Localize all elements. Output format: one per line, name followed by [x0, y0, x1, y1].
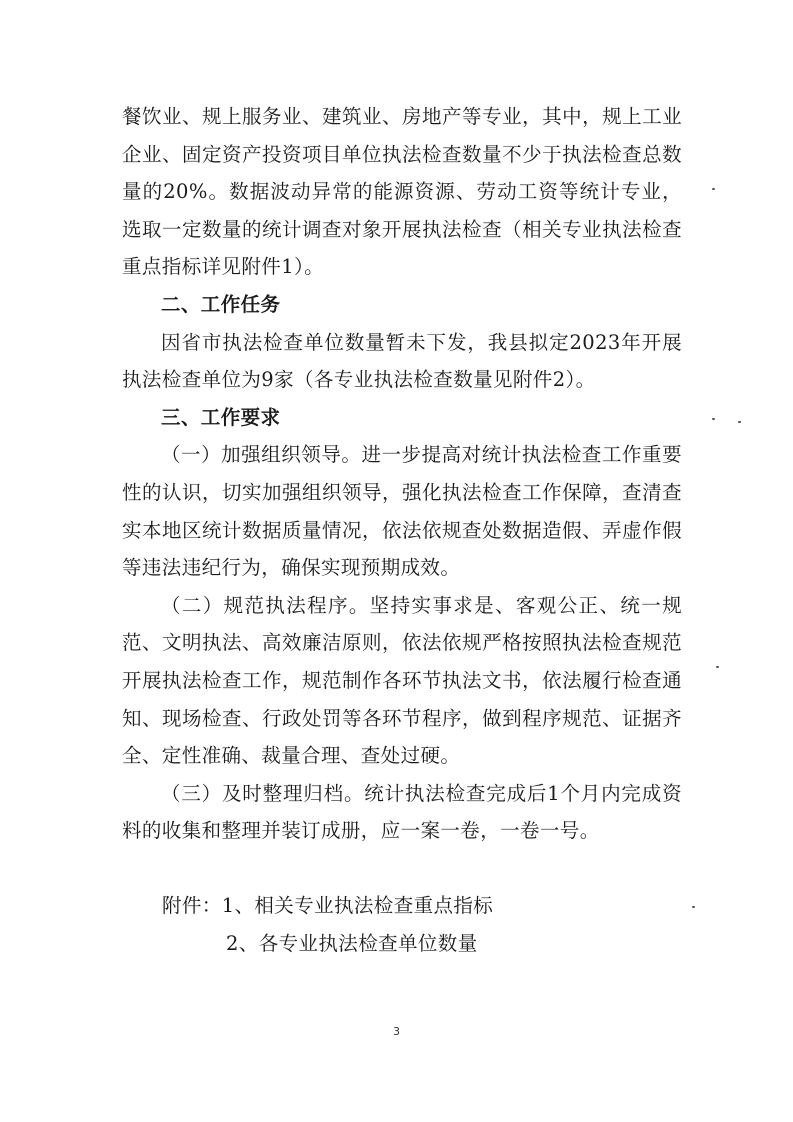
scan-speck [716, 666, 719, 668]
requirement-item-3-text: 统计执法检查完成后1个月内完成资料的收集和整理并装订成册，应一案一卷，一卷一号。 [122, 781, 682, 843]
scan-speck [712, 188, 715, 190]
page-number: 3 [393, 1025, 400, 1038]
requirement-item-1-text: 进一步提高对统计执法检查工作重要性的认识，切实加强组织领导，强化执法检查工作保障，查清查实本地区统计数据质量情况，依法依规查处数据造假、弄虚作假等违法违纪行为，确保实现预期成效。 [122, 443, 682, 580]
requirement-item-1 [122, 436, 682, 586]
requirement-item-3 [122, 775, 682, 850]
section-heading-requirements: 三、工作要求 [161, 405, 281, 429]
scan-speck [692, 906, 695, 908]
tasks-paragraph: 因省市执法检查单位数量暂未下发，我县拟定2023年开展执法检查单位为9家（各专业执法检查数量见附件2）。 [122, 330, 682, 392]
requirement-item-3-lead: （三）及时整理归档。 [161, 781, 365, 805]
requirement-item-2-text: 坚持实事求是、客观公正、统一规范、文明执法、高效廉洁原则，依法依规严格按照执法检查规范开展执法检查工作，规范制作各环节执法文书，依法履行检查通知、现场检查、行政处罚等各环节程序，做到程序规范、证据齐全、定性准确、裁量合理、查处过硬。 [122, 593, 682, 768]
attachment-item-1: 1、相关专业执法检查重点指标 [221, 893, 494, 917]
section-heading-tasks: 二、工作任务 [161, 292, 281, 316]
document-body [122, 98, 682, 963]
attachment-row-2 [122, 925, 682, 963]
requirement-item-2-lead: （二）规范执法程序。 [161, 593, 370, 617]
requirement-item-2 [122, 587, 682, 775]
scan-speck [738, 421, 741, 423]
scan-speck [712, 418, 715, 420]
attachment-item-2: 2、各专业执法检查单位数量 [226, 931, 478, 955]
attachments-block [122, 887, 682, 963]
attachment-row-1 [122, 887, 682, 925]
attachments-label: 附件： [162, 893, 222, 917]
requirement-item-1-lead: （一）加强组织领导。 [161, 443, 362, 467]
continuation-paragraph: 餐饮业、规上服务业、建筑业、房地产等专业，其中，规上工业企业、固定资产投资项目单位执法检查数量不少于执法检查总数量的20%。数据波动异常的能源资源、劳动工资等统计专业，选取一定数量的统计调查对象开展执法检查（相关专业执法检查重点指标详见附件1）。 [122, 105, 682, 279]
attachment-spacer [122, 850, 682, 887]
